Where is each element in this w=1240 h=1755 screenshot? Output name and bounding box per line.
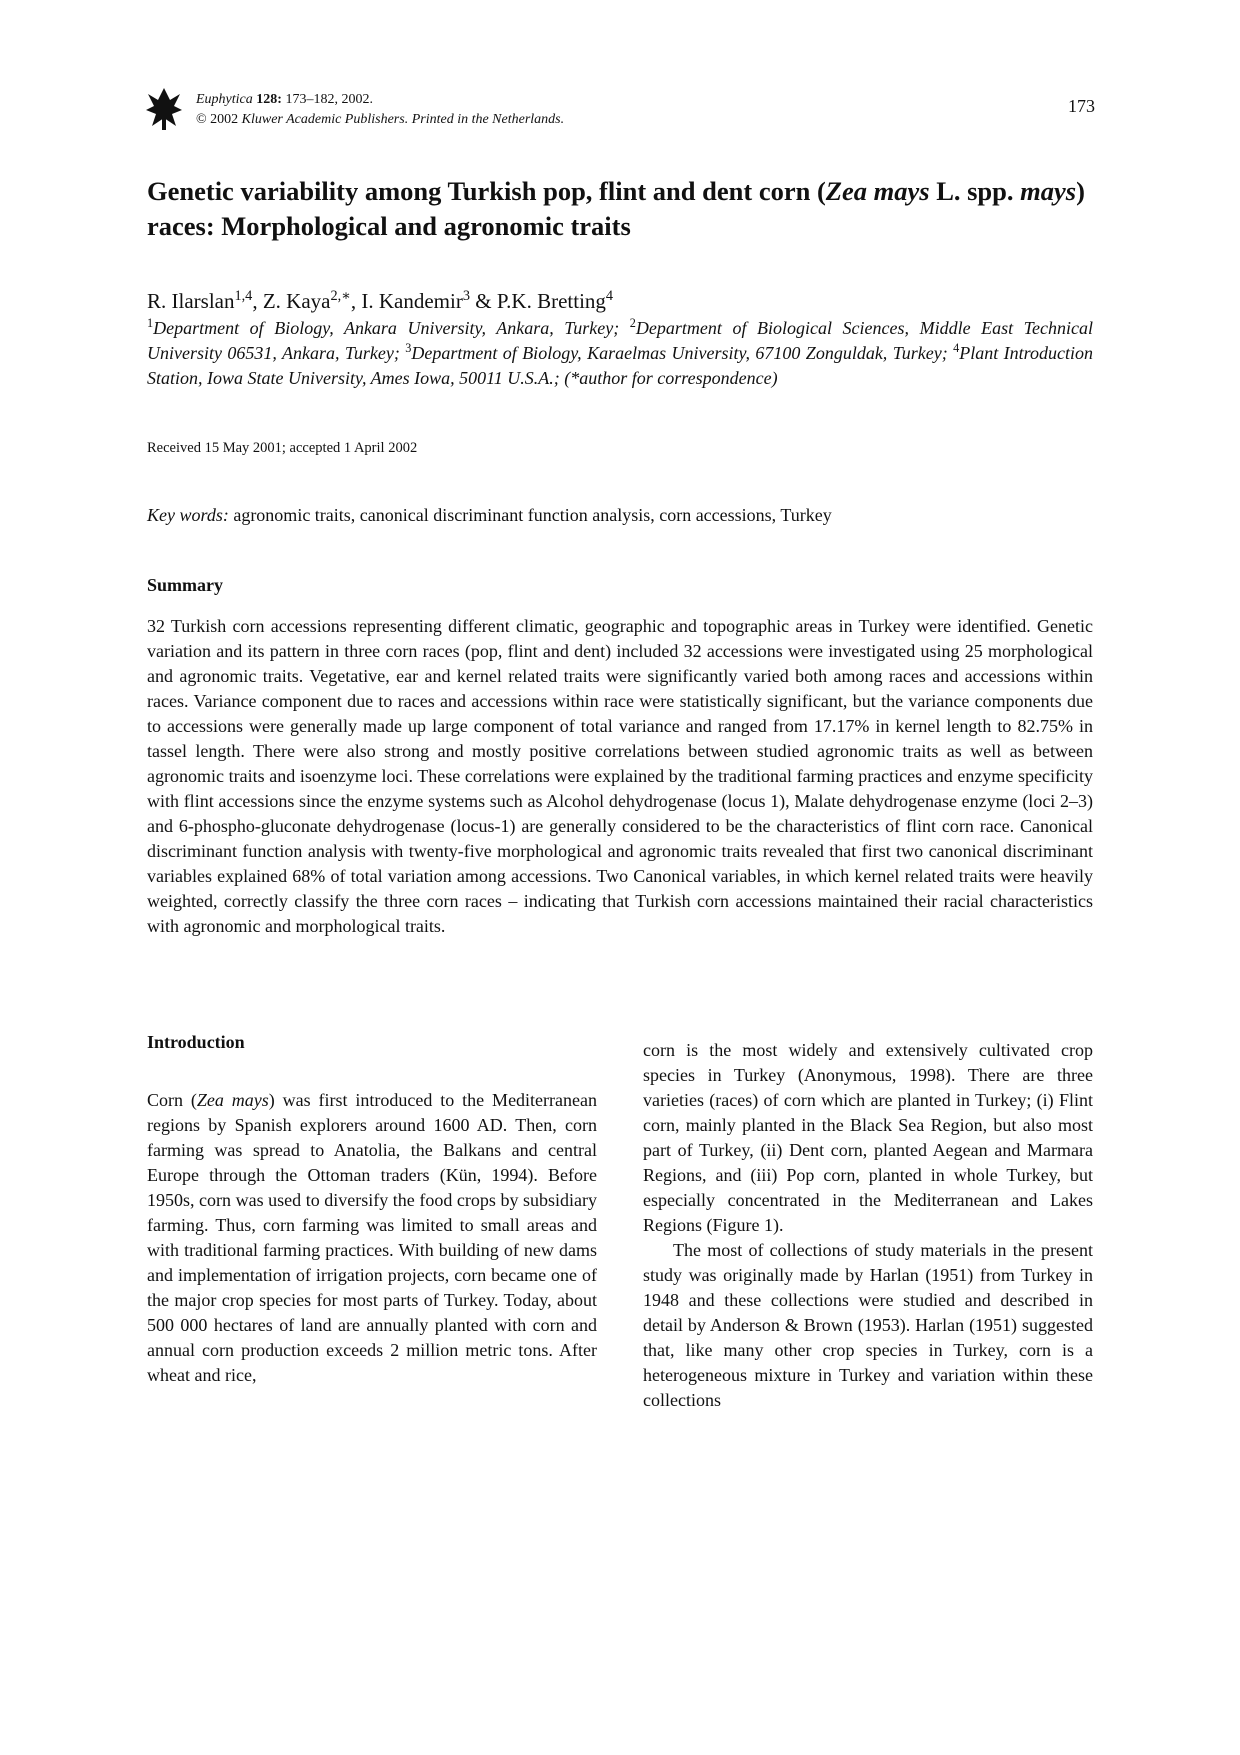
author-list: R. Ilarslan$^{1,4}$, Z. Kaya$^{2,∗}$, I. Kandemir$^3$ & P.K. Bretting$^4$ xyxy=(147,288,614,313)
journal-name: Euphytica xyxy=(196,92,253,107)
intro-paragraph-1-continued: corn is the most widely and extensively cultivated crop species in Turkey (Anonymous, 1998). There are three varieties (races) of corn which are planted in Turkey; (i) Flint corn, mainly planted in the Black Sea Region, but also most part of Turkey, (ii) Dent corn, planted Aegean and Marmara Regions, and (iii) Pop corn, planted in whole Turkey, but especially concentrated in the Mediterranean and Lakes Regions (Figure 1). xyxy=(643,1040,1093,1235)
summary-text: 32 Turkish corn accessions representing different climatic, geographic and topographic areas in Turkey were identified. Genetic variation and its pattern in three corn races (pop, flint and dent) included 32 accessions were investigated using 25 morphological and agronomic traits. Vegetative, ear and kernel related traits were significantly varied both among races and accessions within races. Variance component due to races and accessions within race were statistically significant, but the variance components due to accessions were generally made up large component of total variance and ranged from 17.17% in kernel length to 82.75% in tassel length. There were also strong and mostly positive correlations between studied agronomic traits as well as between agronomic traits and isoenzyme loci. These correlations were explained by the traditional farming practices and enzyme specificity with flint accessions since the enzyme systems such as Alcohol dehydrogenase (locus 1), Malate dehydrogenase enzyme (loci 2–3) and 6-phospho-gluconate dehydrogenase (locus-1) are generally considered to be the characteristics of flint corn race. Canonical discriminant function analysis with twenty-five morphological and agronomic traits revealed that first two canonical discriminant variables explained 68% of total variation among accessions. Two Canonical variables, in which kernel related traits were heavily weighted, correctly classify the three corn races – indicating that Turkish corn accessions maintained their racial characteristics with agronomic and morphological traits. xyxy=(147,616,1093,936)
page-number: 173 xyxy=(1068,96,1095,116)
keywords-label: Key words: xyxy=(147,505,229,525)
author-name: R. Ilarslan xyxy=(147,289,235,313)
copyright: © 2002 xyxy=(196,112,239,127)
summary-heading: Summary xyxy=(147,575,223,595)
intro-column-left xyxy=(147,1088,597,1418)
author-name: P.K. Bretting xyxy=(496,289,606,313)
author-name: Z. Kaya xyxy=(262,289,331,313)
intro-paragraph-2: The most of collections of study materials in the present study was originally made by Harlan (1951) from Turkey in 1948 and these collections were studied and described in detail by Anderson & Brown (1953). Harlan (1951) suggested that, like many other crop species in Turkey, corn is a heterogeneous mixture in Turkey and variation within these collections xyxy=(643,1240,1093,1410)
journal-pages: 173–182, 2002. xyxy=(285,92,373,107)
author-name: I. Kandemir xyxy=(361,289,463,313)
intro-column-right xyxy=(643,1038,1093,1413)
received-dates: Received 15 May 2001; accepted 1 April 2002 xyxy=(147,440,418,456)
keywords-text: agronomic traits, canonical discriminant function analysis, corn accessions, Turkey xyxy=(228,505,832,525)
publisher: Kluwer Academic Publishers. Printed in the Netherlands. xyxy=(241,112,565,127)
intro-paragraph-1: Corn (Zea mays) was first introduced to the Mediterranean regions by Spanish explorers around 1600 AD. Then, corn farming was spread to Anatolia, the Balkans and central Europe through the Ottoman traders (Kün, 1994). Before 1950s, corn was used to diversify the food crops by subsidiary farming. Thus, corn farming was limited to small areas and with traditional farming practices. With building of new dams and implementation of irrigation projects, corn became one of the major crop species for most parts of Turkey. Today, about 500 000 hectares of land are annually planted with corn and annual corn production exceeds 2 million metric tons. After wheat and rice, xyxy=(147,1090,597,1385)
paper-title: Genetic variability among Turkish pop, flint and dent corn (Zea mays L. spp. mays) races: Morphological and agronomic traits xyxy=(147,176,1085,241)
keywords xyxy=(147,505,832,526)
journal-citation xyxy=(196,90,564,130)
journal-volume: 128: xyxy=(256,92,282,107)
affiliations: $^1$Department of Biology, Ankara University, Ankara, Turkey; $^2$Department of Biological Sciences, Middle East Technical University 06531, Ankara, Turkey; $^3$Department of Biology, Karaelmas University, 67100 Zonguldak, Turkey; $^4$Plant Introduction Station, Iowa State University, Ames Iowa, 50011 U.S.A.; (*author for correspondence) xyxy=(147,316,1094,388)
publisher-logo-icon xyxy=(146,86,182,130)
introduction-heading: Introduction xyxy=(147,1032,245,1052)
